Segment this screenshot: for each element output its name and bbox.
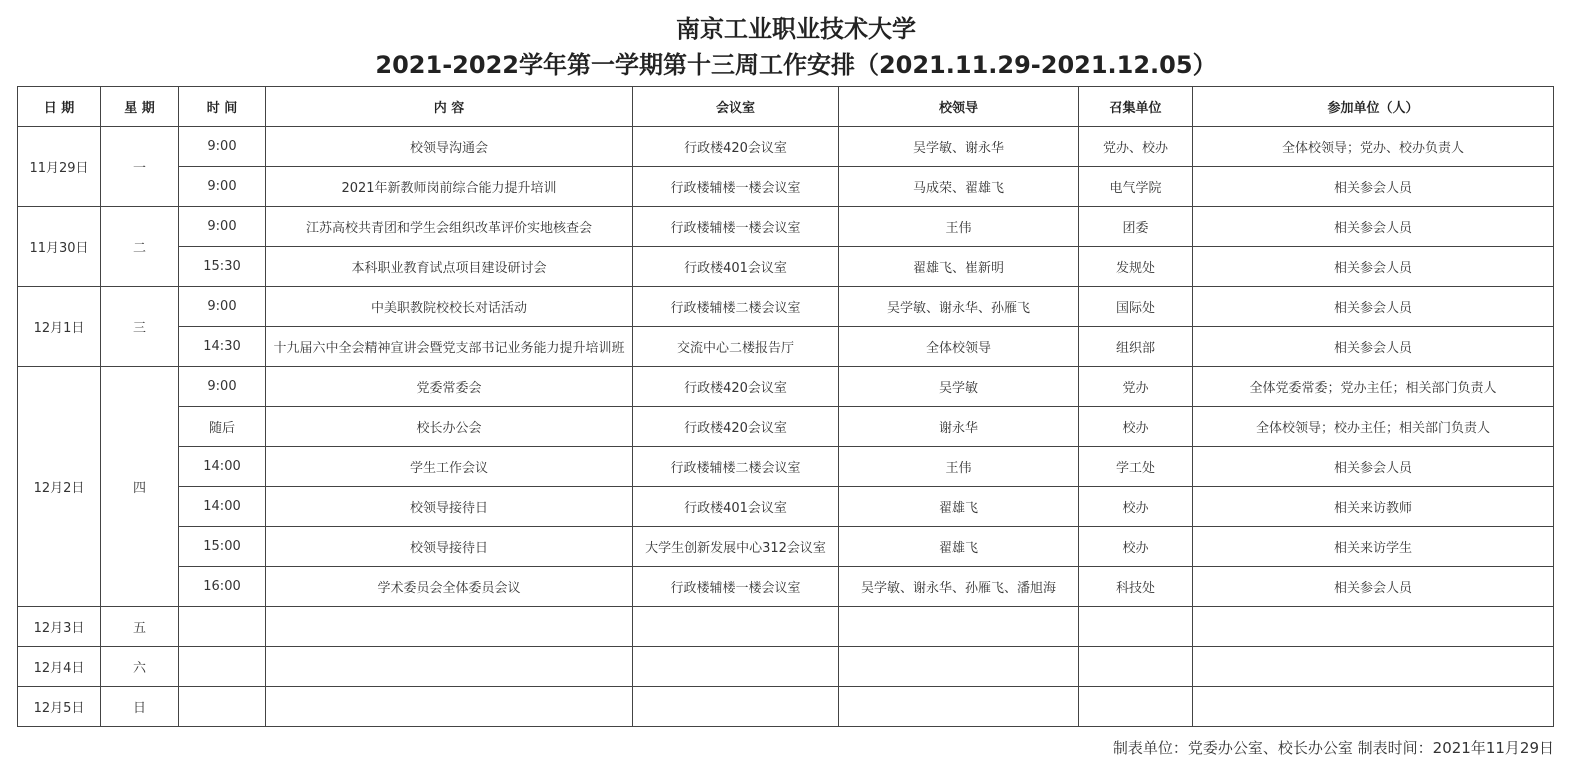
weekday-cell: 一	[101, 127, 179, 207]
participants-cell	[1193, 647, 1554, 687]
weekday-cell: 五	[101, 607, 179, 647]
leader-cell: 王伟	[839, 447, 1079, 487]
participants-cell: 相关参会人员	[1193, 207, 1554, 247]
time-cell: 15:00	[179, 527, 266, 567]
header-time: 时 间	[179, 87, 266, 127]
convener-cell: 发规处	[1079, 247, 1193, 287]
table-row	[18, 527, 1554, 567]
room-cell: 行政楼辅楼一楼会议室	[633, 567, 839, 607]
room-cell: 行政楼401会议室	[633, 247, 839, 287]
header-date: 日 期	[18, 87, 101, 127]
participants-cell	[1193, 687, 1554, 727]
room-cell: 大学生创新发展中心312会议室	[633, 527, 839, 567]
convener-cell: 党办	[1079, 367, 1193, 407]
time-cell: 14:30	[179, 327, 266, 367]
participants-cell: 相关参会人员	[1193, 287, 1554, 327]
leader-cell: 翟雄飞	[839, 487, 1079, 527]
participants-cell: 相关参会人员	[1193, 247, 1554, 287]
room-cell: 行政楼辅楼一楼会议室	[633, 207, 839, 247]
participants-cell: 全体党委常委；党办主任；相关部门负责人	[1193, 367, 1554, 407]
header-participants: 参加单位（人）	[1193, 87, 1554, 127]
schedule-body	[18, 127, 1554, 727]
content-cell	[266, 607, 633, 647]
convener-cell	[1079, 647, 1193, 687]
room-cell: 行政楼420会议室	[633, 367, 839, 407]
weekday-cell: 二	[101, 207, 179, 287]
participants-cell: 相关参会人员	[1193, 327, 1554, 367]
time-cell: 9:00	[179, 167, 266, 207]
convener-cell: 组织部	[1079, 327, 1193, 367]
content-cell: 2021年新教师岗前综合能力提升培训	[266, 167, 633, 207]
convener-cell: 校办	[1079, 407, 1193, 447]
time-cell: 9:00	[179, 207, 266, 247]
convener-cell: 学工处	[1079, 447, 1193, 487]
time-cell	[179, 647, 266, 687]
convener-cell: 校办	[1079, 487, 1193, 527]
date-cell: 12月3日	[18, 607, 101, 647]
time-cell: 16:00	[179, 567, 266, 607]
header-content: 内 容	[266, 87, 633, 127]
content-cell: 本科职业教育试点项目建设研讨会	[266, 247, 633, 287]
page-title: 南京工业职业技术大学	[676, 15, 916, 43]
table-row	[18, 647, 1554, 687]
table-row	[18, 207, 1554, 247]
table-row	[18, 367, 1554, 407]
convener-cell	[1079, 607, 1193, 647]
convener-cell: 团委	[1079, 207, 1193, 247]
participants-cell: 相关来访教师	[1193, 487, 1554, 527]
content-cell	[266, 687, 633, 727]
weekday-cell: 六	[101, 647, 179, 687]
table-row	[18, 487, 1554, 527]
leader-cell: 王伟	[839, 207, 1079, 247]
table-row	[18, 287, 1554, 327]
room-cell: 交流中心二楼报告厅	[633, 327, 839, 367]
time-cell: 15:30	[179, 247, 266, 287]
table-row	[18, 687, 1554, 727]
convener-cell: 科技处	[1079, 567, 1193, 607]
participants-cell: 相关来访学生	[1193, 527, 1554, 567]
content-cell: 学生工作会议	[266, 447, 633, 487]
room-cell: 行政楼辅楼二楼会议室	[633, 447, 839, 487]
room-cell: 行政楼420会议室	[633, 407, 839, 447]
table-row	[18, 407, 1554, 447]
weekday-cell: 三	[101, 287, 179, 367]
leader-cell: 谢永华	[839, 407, 1079, 447]
room-cell: 行政楼辅楼二楼会议室	[633, 287, 839, 327]
content-cell: 十九届六中全会精神宣讲会暨党支部书记业务能力提升培训班	[266, 327, 633, 367]
leader-cell: 全体校领导	[839, 327, 1079, 367]
participants-cell: 相关参会人员	[1193, 567, 1554, 607]
table-row	[18, 167, 1554, 207]
footer-note: 制表单位：党委办公室、校长办公室 制表时间：2021年11月29日	[1112, 739, 1554, 757]
date-cell: 12月2日	[18, 367, 101, 607]
table-row	[18, 447, 1554, 487]
content-cell: 学术委员会全体委员会议	[266, 567, 633, 607]
time-cell	[179, 687, 266, 727]
content-cell: 校领导沟通会	[266, 127, 633, 167]
schedule-table	[17, 86, 1554, 727]
participants-cell: 相关参会人员	[1193, 447, 1554, 487]
weekday-cell: 日	[101, 687, 179, 727]
participants-cell: 相关参会人员	[1193, 167, 1554, 207]
content-cell: 党委常委会	[266, 367, 633, 407]
convener-cell: 校办	[1079, 527, 1193, 567]
date-cell: 12月5日	[18, 687, 101, 727]
content-cell: 江苏高校共青团和学生会组织改革评价实地核查会	[266, 207, 633, 247]
leader-cell: 吴学敏、谢永华、孙雁飞、潘旭海	[839, 567, 1079, 607]
content-cell: 中美职教院校校长对话活动	[266, 287, 633, 327]
content-cell: 校领导接待日	[266, 487, 633, 527]
leader-cell: 马成荣、翟雄飞	[839, 167, 1079, 207]
leader-cell: 翟雄飞、崔新明	[839, 247, 1079, 287]
leader-cell: 吴学敏、谢永华	[839, 127, 1079, 167]
time-cell: 14:00	[179, 487, 266, 527]
leader-cell	[839, 607, 1079, 647]
table-row	[18, 247, 1554, 287]
participants-cell: 全体校领导；校办主任；相关部门负责人	[1193, 407, 1554, 447]
time-cell	[179, 607, 266, 647]
header-leader: 校领导	[839, 87, 1079, 127]
header-weekday: 星 期	[101, 87, 179, 127]
date-cell: 11月29日	[18, 127, 101, 207]
time-cell: 14:00	[179, 447, 266, 487]
header-room: 会议室	[633, 87, 839, 127]
table-row	[18, 567, 1554, 607]
time-cell: 9:00	[179, 127, 266, 167]
date-cell: 11月30日	[18, 207, 101, 287]
participants-cell: 全体校领导；党办、校办负责人	[1193, 127, 1554, 167]
table-row	[18, 127, 1554, 167]
table-row	[18, 607, 1554, 647]
page-subtitle: 2021-2022学年第一学期第十三周工作安排（2021.11.29-2021.12.05）	[375, 51, 1217, 79]
convener-cell: 国际处	[1079, 287, 1193, 327]
participants-cell	[1193, 607, 1554, 647]
room-cell: 行政楼401会议室	[633, 487, 839, 527]
table-row	[18, 327, 1554, 367]
convener-cell: 党办、校办	[1079, 127, 1193, 167]
room-cell: 行政楼420会议室	[633, 127, 839, 167]
header-row	[18, 87, 1554, 127]
time-cell: 9:00	[179, 287, 266, 327]
room-cell	[633, 647, 839, 687]
header-convener: 召集单位	[1079, 87, 1193, 127]
time-cell: 随后	[179, 407, 266, 447]
date-cell: 12月4日	[18, 647, 101, 687]
convener-cell	[1079, 687, 1193, 727]
weekday-cell: 四	[101, 367, 179, 607]
leader-cell: 吴学敏、谢永华、孙雁飞	[839, 287, 1079, 327]
room-cell: 行政楼辅楼一楼会议室	[633, 167, 839, 207]
leader-cell	[839, 647, 1079, 687]
content-cell: 校领导接待日	[266, 527, 633, 567]
leader-cell	[839, 687, 1079, 727]
time-cell: 9:00	[179, 367, 266, 407]
room-cell	[633, 687, 839, 727]
content-cell	[266, 647, 633, 687]
room-cell	[633, 607, 839, 647]
content-cell: 校长办公会	[266, 407, 633, 447]
date-cell: 12月1日	[18, 287, 101, 367]
convener-cell: 电气学院	[1079, 167, 1193, 207]
leader-cell: 吴学敏	[839, 367, 1079, 407]
leader-cell: 翟雄飞	[839, 527, 1079, 567]
